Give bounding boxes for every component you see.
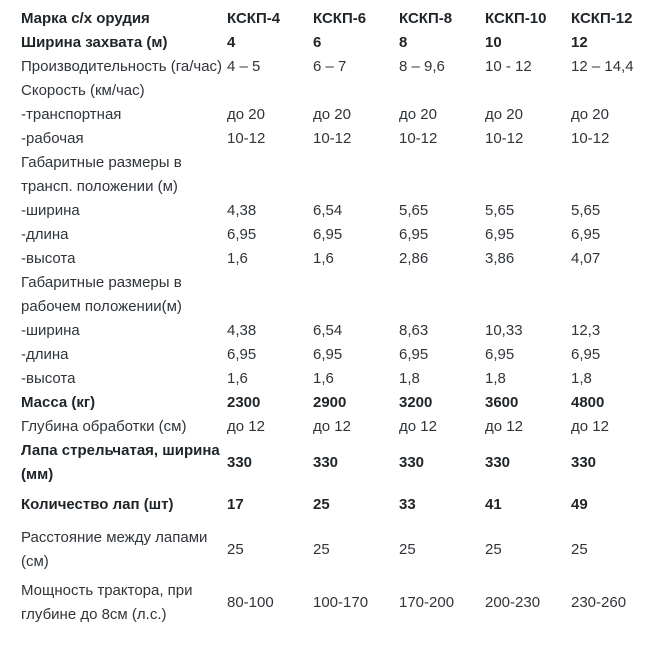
row-value: 25 [313, 541, 330, 558]
row-value: 330 [571, 454, 597, 471]
row-label: Производительность (га/час) [21, 58, 223, 75]
row-value: 5,65 [485, 202, 515, 219]
row-value: 330 [313, 454, 339, 471]
row-value [313, 79, 399, 103]
row-value: 200-230 [485, 594, 541, 611]
row-value: 25 [227, 541, 244, 558]
row-value: 3,86 [485, 250, 515, 267]
row-value: 8 – 9,6 [399, 58, 445, 75]
row-value: 2,86 [399, 250, 429, 267]
row-value: 4,07 [571, 250, 601, 267]
row-value: 8,63 [399, 322, 429, 339]
row-value: 4800 [571, 394, 605, 411]
row-value [485, 271, 571, 319]
row-value: 4,38 [227, 202, 257, 219]
row-value: 10-12 [313, 130, 352, 147]
row-value: 25 [313, 496, 330, 513]
row-value [227, 79, 313, 103]
row-value: 2300 [227, 394, 261, 411]
row-label: -длина [21, 226, 69, 243]
row-value: 6,95 [313, 346, 343, 363]
row-value [571, 151, 657, 199]
table-row [21, 247, 657, 271]
row-value: до 12 [485, 418, 523, 435]
row-value: 6,95 [313, 226, 343, 243]
row-value: 10 - 12 [485, 58, 532, 75]
table-row [21, 79, 657, 103]
row-value: 10-12 [227, 130, 266, 147]
row-value: 6,54 [313, 202, 343, 219]
row-value: 5,65 [571, 202, 601, 219]
column-header: КСКП-6 [313, 10, 367, 27]
row-value: 6,95 [571, 346, 601, 363]
row-value: 6,95 [485, 226, 515, 243]
row-value: 1,6 [227, 250, 248, 267]
row-value: 330 [227, 454, 253, 471]
row-label: Масса (кг) [21, 394, 96, 411]
row-value: 1,8 [399, 370, 420, 387]
table-row [21, 223, 657, 247]
row-value: до 20 [571, 106, 609, 123]
specs-table-body [21, 31, 657, 627]
row-value: 25 [399, 541, 416, 558]
row-value [399, 271, 485, 319]
row-value: 10-12 [485, 130, 524, 147]
row-value: 1,6 [227, 370, 248, 387]
row-label: Скорость (км/час) [21, 82, 145, 99]
row-value: 4,38 [227, 322, 257, 339]
column-header: КСКП-4 [227, 10, 281, 27]
row-value [571, 271, 657, 319]
row-value: до 12 [313, 418, 351, 435]
row-value: 12 [571, 34, 588, 51]
table-row [21, 367, 657, 391]
row-label: Лапа стрельчатая, ширина (мм) [21, 442, 220, 483]
table-header-row [21, 7, 657, 31]
row-value: до 20 [227, 106, 265, 123]
row-value: 80-100 [227, 594, 274, 611]
table-row [21, 31, 657, 55]
row-value: до 12 [399, 418, 437, 435]
specs-table [21, 7, 657, 627]
row-label: -рабочая [21, 130, 84, 147]
table-row [21, 574, 657, 627]
column-header: КСКП-10 [485, 10, 547, 27]
row-label: -ширина [21, 202, 80, 219]
row-label: Габаритные размеры в трансп. положении (м) [21, 154, 182, 195]
row-value: до 12 [571, 418, 609, 435]
row-value: 6 [313, 34, 322, 51]
row-value: 6,95 [571, 226, 601, 243]
row-value: 41 [485, 496, 502, 513]
row-value: 10,33 [485, 322, 523, 339]
row-value: 4 [227, 34, 236, 51]
row-value: 17 [227, 496, 244, 513]
row-value: до 20 [485, 106, 523, 123]
table-row [21, 439, 657, 487]
row-value: 25 [571, 541, 588, 558]
table-row [21, 517, 657, 574]
table-row [21, 343, 657, 367]
row-value: 6,95 [399, 226, 429, 243]
table-row [21, 127, 657, 151]
row-value [571, 79, 657, 103]
row-value [227, 271, 313, 319]
row-value: 49 [571, 496, 588, 513]
row-value: 4 – 5 [227, 58, 261, 75]
row-value: 230-260 [571, 594, 627, 611]
table-row [21, 487, 657, 517]
row-label: Глубина обработки (см) [21, 418, 187, 435]
table-row [21, 391, 657, 415]
row-value: 100-170 [313, 594, 369, 611]
specs-table-header [21, 7, 657, 31]
row-value: 6,95 [227, 346, 257, 363]
row-value [399, 151, 485, 199]
row-value: 6,95 [227, 226, 257, 243]
row-value: 1,6 [313, 370, 334, 387]
row-value: 10-12 [399, 130, 438, 147]
row-value [313, 151, 399, 199]
row-label: Габаритные размеры в рабочем положении(м) [21, 274, 182, 315]
table-row [21, 151, 657, 199]
row-value: 1,8 [485, 370, 506, 387]
row-value: 6,95 [485, 346, 515, 363]
row-value [485, 79, 571, 103]
column-header: КСКП-8 [399, 10, 453, 27]
row-value: 8 [399, 34, 408, 51]
row-value [399, 79, 485, 103]
table-row [21, 55, 657, 79]
row-value: 330 [485, 454, 511, 471]
row-value: 2900 [313, 394, 347, 411]
row-value: 12,3 [571, 322, 601, 339]
row-label: -ширина [21, 322, 80, 339]
row-value: 12 – 14,4 [571, 58, 634, 75]
column-header: КСКП-12 [571, 10, 633, 27]
row-value [313, 271, 399, 319]
table-row [21, 103, 657, 127]
table-row [21, 271, 657, 319]
row-value: до 20 [399, 106, 437, 123]
table-row [21, 319, 657, 343]
row-value: 6,95 [399, 346, 429, 363]
table-header-label: Марка с/х орудия [21, 10, 150, 27]
row-value: 1,8 [571, 370, 592, 387]
row-value: 330 [399, 454, 425, 471]
table-row [21, 199, 657, 223]
table-row [21, 415, 657, 439]
row-value: 10 [485, 34, 502, 51]
row-value: 1,6 [313, 250, 334, 267]
row-value: 6 – 7 [313, 58, 347, 75]
row-label: Количество лап (шт) [21, 496, 174, 513]
row-label: -высота [21, 250, 76, 267]
row-value: 3200 [399, 394, 433, 411]
row-label: Ширина захвата (м) [21, 34, 168, 51]
row-value: 10-12 [571, 130, 610, 147]
row-value [227, 151, 313, 199]
row-label: -высота [21, 370, 76, 387]
row-label: Расстояние между лапами (см) [21, 529, 208, 570]
row-label: -транспортная [21, 106, 122, 123]
row-label: -длина [21, 346, 69, 363]
row-value: 5,65 [399, 202, 429, 219]
row-label: Мощность трактора, при глубине до 8см (л.с.) [21, 582, 193, 623]
row-value: 3600 [485, 394, 519, 411]
row-value: 33 [399, 496, 416, 513]
row-value: 25 [485, 541, 502, 558]
row-value: 170-200 [399, 594, 455, 611]
row-value: до 20 [313, 106, 351, 123]
row-value: до 12 [227, 418, 265, 435]
row-value: 6,54 [313, 322, 343, 339]
row-value [485, 151, 571, 199]
